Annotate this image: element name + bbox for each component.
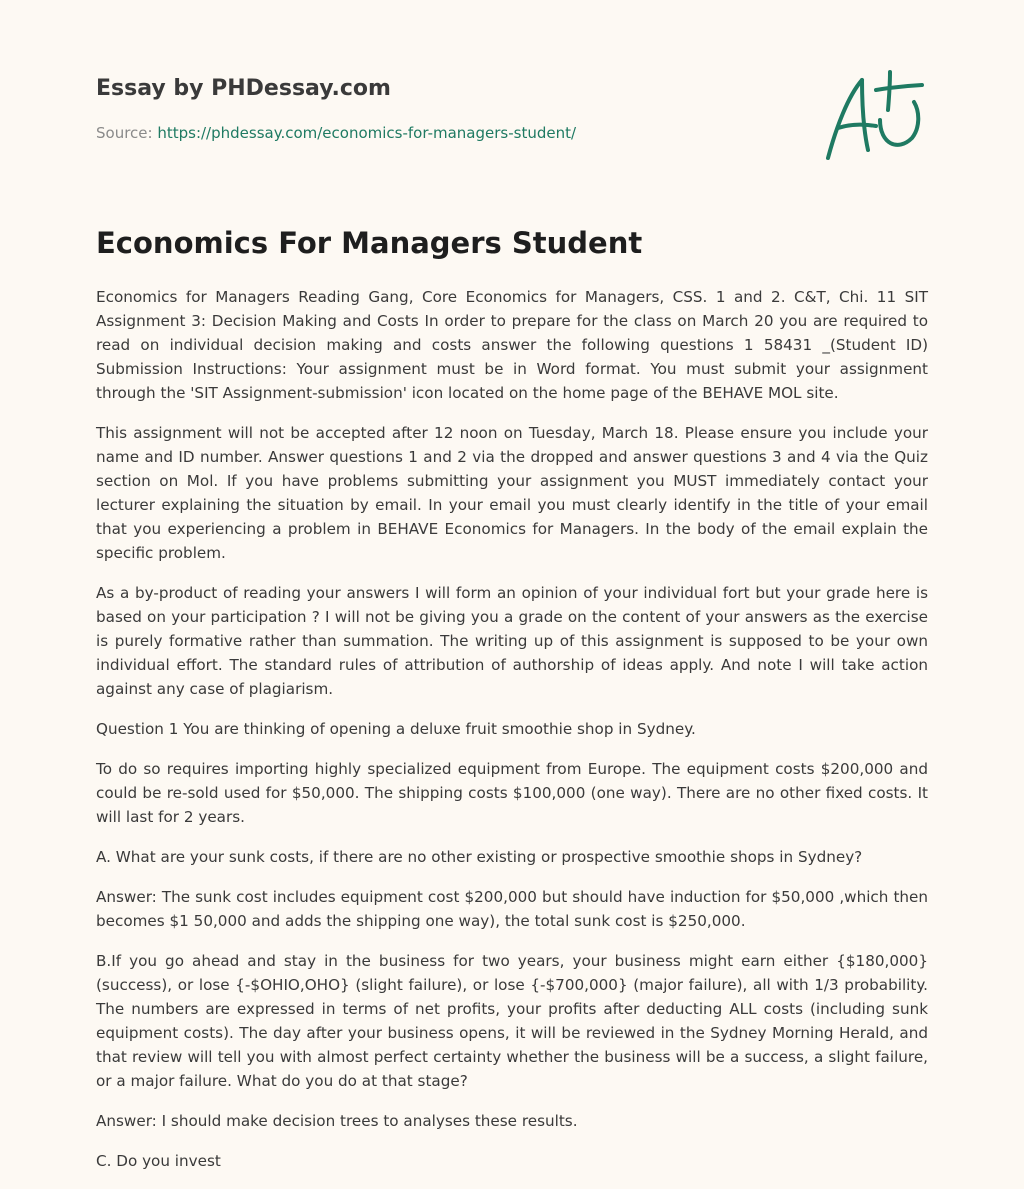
a-plus-grade-icon <box>818 66 928 166</box>
article-body <box>96 285 928 1189</box>
page-title: Economics For Managers Student <box>96 226 643 260</box>
article-paragraph: Answer: The sunk cost includes equipment cost $200,000 but should have induction for $50,000 ,which then becomes $1 50,000 and adds the shipping one way), the total sunk cost is $250,000. <box>96 888 928 930</box>
article-paragraph: C. Do you invest <box>96 1152 221 1170</box>
article-paragraph: This assignment will not be accepted after 12 noon on Tuesday, March 18. Please ensure you include your name and ID number. Answer questions 1 and 2 via the dropped and answer questions 3 and 4 via the Quiz section on Mol. If you have problems submitting your assignment you MUST immediately contact your lecturer explaining the situation by email. In your email you must clearly identify in the title of your email that you experiencing a problem in BEHAVE Economics for Managers. In the body of the email explain the specific problem. <box>96 424 928 562</box>
article-paragraph: B.If you go ahead and stay in the business for two years, your business might earn either {$180,000} (success), or lose {-$OHIO,OHO} (slight failure), or lose {-$700,000} (major failure), all with 1/3 probability. The numbers are expressed in terms of net profits, your profits after deducting ALL costs (including sunk equipment costs). The day after your business opens, it will be reviewed in the Sydney Morning Herald, and that review will tell you with almost perfect certainty whether the business will be a success, a slight failure, or a major failure. What do you do at that stage? <box>96 952 928 1090</box>
article-paragraph: Economics for Managers Reading Gang, Core Economics for Managers, CSS. 1 and 2. C&T, Chi. 11 SIT Assignment 3: Decision Making and Costs In order to prepare for the class on March 20 you are required to read on individual decision making and costs answer the following questions 1 58431 _(Student ID) Submission Instructions: Your assignment must be in Word format. You must submit your assignment through the 'SIT Assignment-submission' icon located on the home page of the BEHAVE MOL site. <box>96 288 928 402</box>
article-paragraph: To do so requires importing highly specialized equipment from Europe. The equipment costs $200,000 and could be re-sold used for $50,000. The shipping costs $100,000 (one way). There are no other fixed costs. It will last for 2 years. <box>96 760 928 826</box>
source-link[interactable]: https://phdessay.com/economics-for-managers-student/ <box>157 124 577 142</box>
article-paragraph: Question 1 You are thinking of opening a deluxe fruit smoothie shop in Sydney. <box>96 720 696 738</box>
source-label: Source: <box>96 124 158 142</box>
article-paragraph: A. What are your sunk costs, if there are no other existing or prospective smoothie shops in Sydney? <box>96 848 863 866</box>
source-line <box>96 124 576 142</box>
site-brand: Essay by PHDessay.com <box>96 76 391 101</box>
article-paragraph: As a by-product of reading your answers I will form an opinion of your individual fort but your grade here is based on your participation ? I will not be giving you a grade on the content of your answers as the exercise is purely formative rather than summation. The writing up of this assignment is supposed to be your own individual effort. The standard rules of attribution of authorship of ideas apply. And note I will take action against any case of plagiarism. <box>96 584 928 698</box>
article-paragraph: Answer: I should make decision trees to analyses these results. <box>96 1112 578 1130</box>
